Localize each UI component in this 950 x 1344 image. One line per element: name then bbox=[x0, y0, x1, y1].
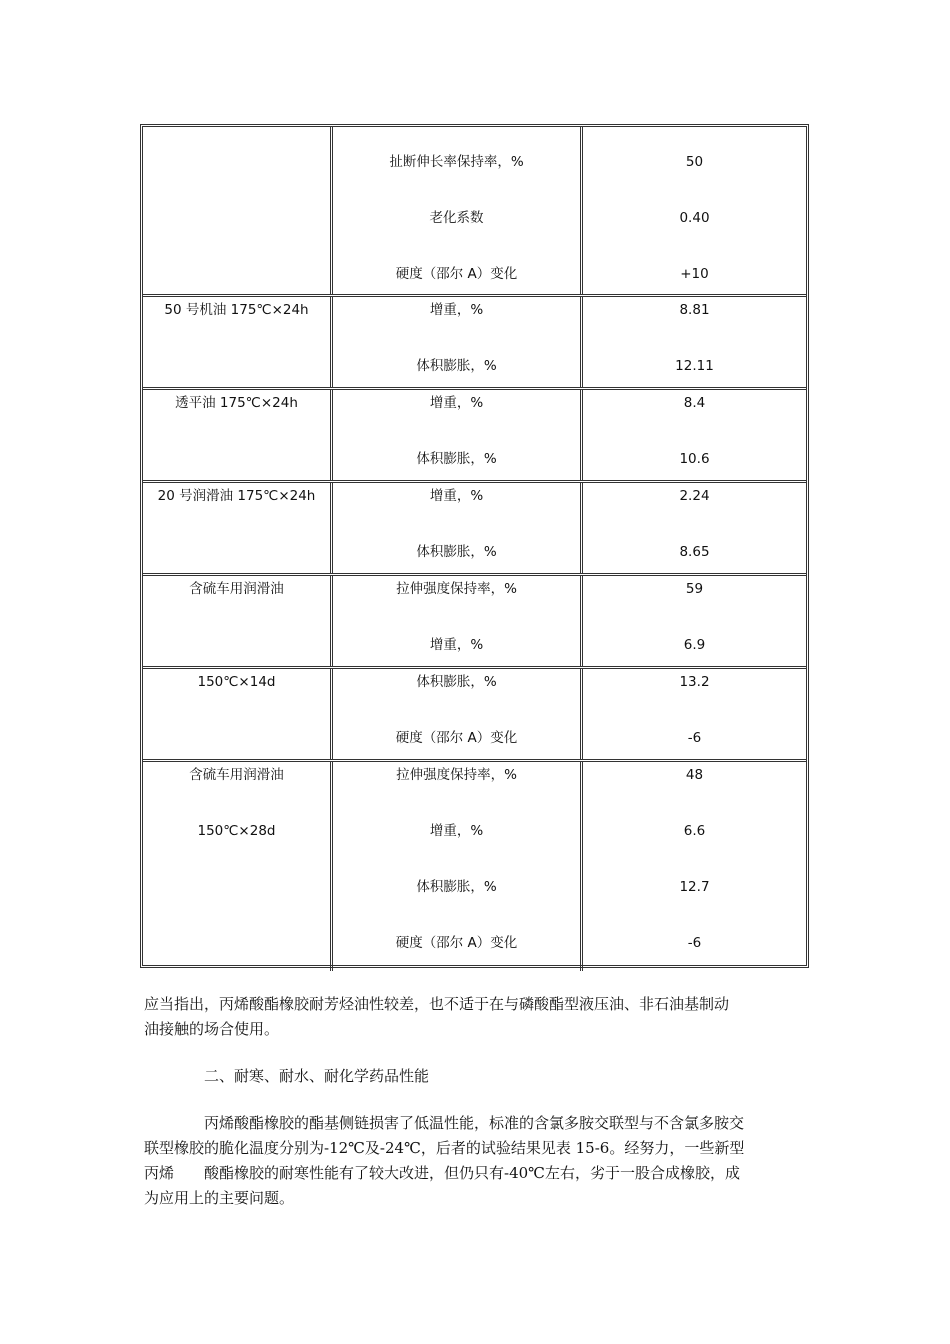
table-row bbox=[143, 669, 806, 762]
condition-cell bbox=[143, 762, 333, 971]
table-row bbox=[143, 297, 806, 390]
section-heading: 二、耐寒、耐水、耐化学药品性能 bbox=[204, 1067, 430, 1085]
property-value: 8.4 bbox=[683, 395, 706, 411]
property-value: 59 bbox=[685, 581, 704, 597]
value-cell bbox=[583, 762, 806, 971]
property-cell bbox=[333, 297, 583, 387]
property-label: 拉伸强度保持率，% bbox=[396, 581, 517, 597]
condition-cell bbox=[143, 669, 333, 759]
property-label: 增重，% bbox=[429, 395, 484, 411]
property-value: 50 bbox=[685, 154, 704, 170]
condition-text: 含硫车用润滑油 bbox=[189, 767, 284, 783]
property-label: 增重，% bbox=[429, 488, 484, 504]
property-label: 体积膨胀，% bbox=[416, 879, 497, 895]
value-cell bbox=[583, 669, 806, 759]
condition-cell bbox=[143, 297, 333, 387]
property-label: 拉伸强度保持率，% bbox=[396, 767, 517, 783]
property-cell bbox=[333, 127, 583, 294]
property-value: 6.6 bbox=[683, 823, 706, 839]
property-value: +10 bbox=[680, 266, 709, 282]
property-label: 硬度（邵尔 A）变化 bbox=[395, 730, 518, 746]
property-label: 体积膨胀，% bbox=[416, 674, 497, 690]
condition-text: 150℃×28d bbox=[197, 823, 276, 839]
property-cell bbox=[333, 576, 583, 666]
value-cell bbox=[583, 576, 806, 666]
property-label: 增重，% bbox=[429, 637, 484, 653]
property-value: 12.7 bbox=[679, 879, 710, 895]
condition-text: 20 号润滑油 175℃×24h bbox=[157, 488, 316, 504]
condition-cell bbox=[143, 390, 333, 480]
property-label: 硬度（邵尔 A）变化 bbox=[395, 935, 518, 951]
paragraph-body-line-3: 丙烯 酸酯橡胶的耐寒性能有了较大改进，但仍只有-40℃左右，劣于一股合成橡胶，成 bbox=[144, 1164, 740, 1182]
property-value: -6 bbox=[687, 730, 702, 746]
condition-cell bbox=[143, 127, 333, 294]
property-value: 10.6 bbox=[679, 451, 710, 467]
table-row bbox=[143, 483, 806, 576]
property-label: 增重，% bbox=[429, 823, 484, 839]
table-row bbox=[143, 390, 806, 483]
property-value: 0.40 bbox=[679, 210, 710, 226]
property-label: 体积膨胀，% bbox=[416, 451, 497, 467]
property-label: 硬度（邵尔 A）变化 bbox=[395, 266, 518, 282]
property-value: 6.9 bbox=[683, 637, 706, 653]
property-value: 12.11 bbox=[675, 358, 714, 374]
condition-text: 透平油 175℃×24h bbox=[175, 395, 298, 411]
value-cell bbox=[583, 127, 806, 294]
property-label: 体积膨胀，% bbox=[416, 358, 497, 374]
property-cell bbox=[333, 390, 583, 480]
property-label: 增重，% bbox=[429, 302, 484, 318]
property-value: 8.81 bbox=[679, 302, 710, 318]
table-row bbox=[143, 762, 806, 971]
table-row bbox=[143, 127, 806, 297]
paragraph-note-line-2: 油接触的场合使用。 bbox=[144, 1020, 280, 1038]
value-cell bbox=[583, 297, 806, 387]
condition-text: 50 号机油 175℃×24h bbox=[164, 302, 309, 318]
paragraph-note-line-1: 应当指出，丙烯酸酯橡胶耐芳烃油性较差，也不适于在与磷酸酯型液压油、非石油基制动 bbox=[144, 995, 730, 1013]
property-cell bbox=[333, 669, 583, 759]
property-value: 48 bbox=[685, 767, 704, 783]
data-table bbox=[140, 124, 809, 968]
property-label: 扯断伸长率保持率，% bbox=[389, 154, 524, 170]
paragraph-body-line-4: 为应用上的主要问题。 bbox=[144, 1189, 295, 1207]
condition-cell bbox=[143, 483, 333, 573]
property-label: 体积膨胀，% bbox=[416, 544, 497, 560]
condition-cell bbox=[143, 576, 333, 666]
property-value: 2.24 bbox=[679, 488, 710, 504]
value-cell bbox=[583, 390, 806, 480]
paragraph-body-line-2: 联型橡胶的脆化温度分别为-12℃及-24℃，后者的试验结果见表 15-6。经努力，一些新型 bbox=[144, 1139, 745, 1157]
condition-text: 含硫车用润滑油 bbox=[189, 581, 284, 597]
paragraph-body-line-1: 丙烯酸酯橡胶的酯基侧链损害了低温性能，标准的含氯多胺交联型与不含氯多胺交 bbox=[204, 1114, 745, 1132]
property-cell bbox=[333, 483, 583, 573]
property-cell bbox=[333, 762, 583, 971]
property-label: 老化系数 bbox=[429, 210, 484, 226]
condition-text: 150℃×14d bbox=[197, 674, 276, 690]
table-row bbox=[143, 576, 806, 669]
property-value: 8.65 bbox=[679, 544, 710, 560]
value-cell bbox=[583, 483, 806, 573]
property-value: -6 bbox=[687, 935, 702, 951]
property-value: 13.2 bbox=[679, 674, 710, 690]
